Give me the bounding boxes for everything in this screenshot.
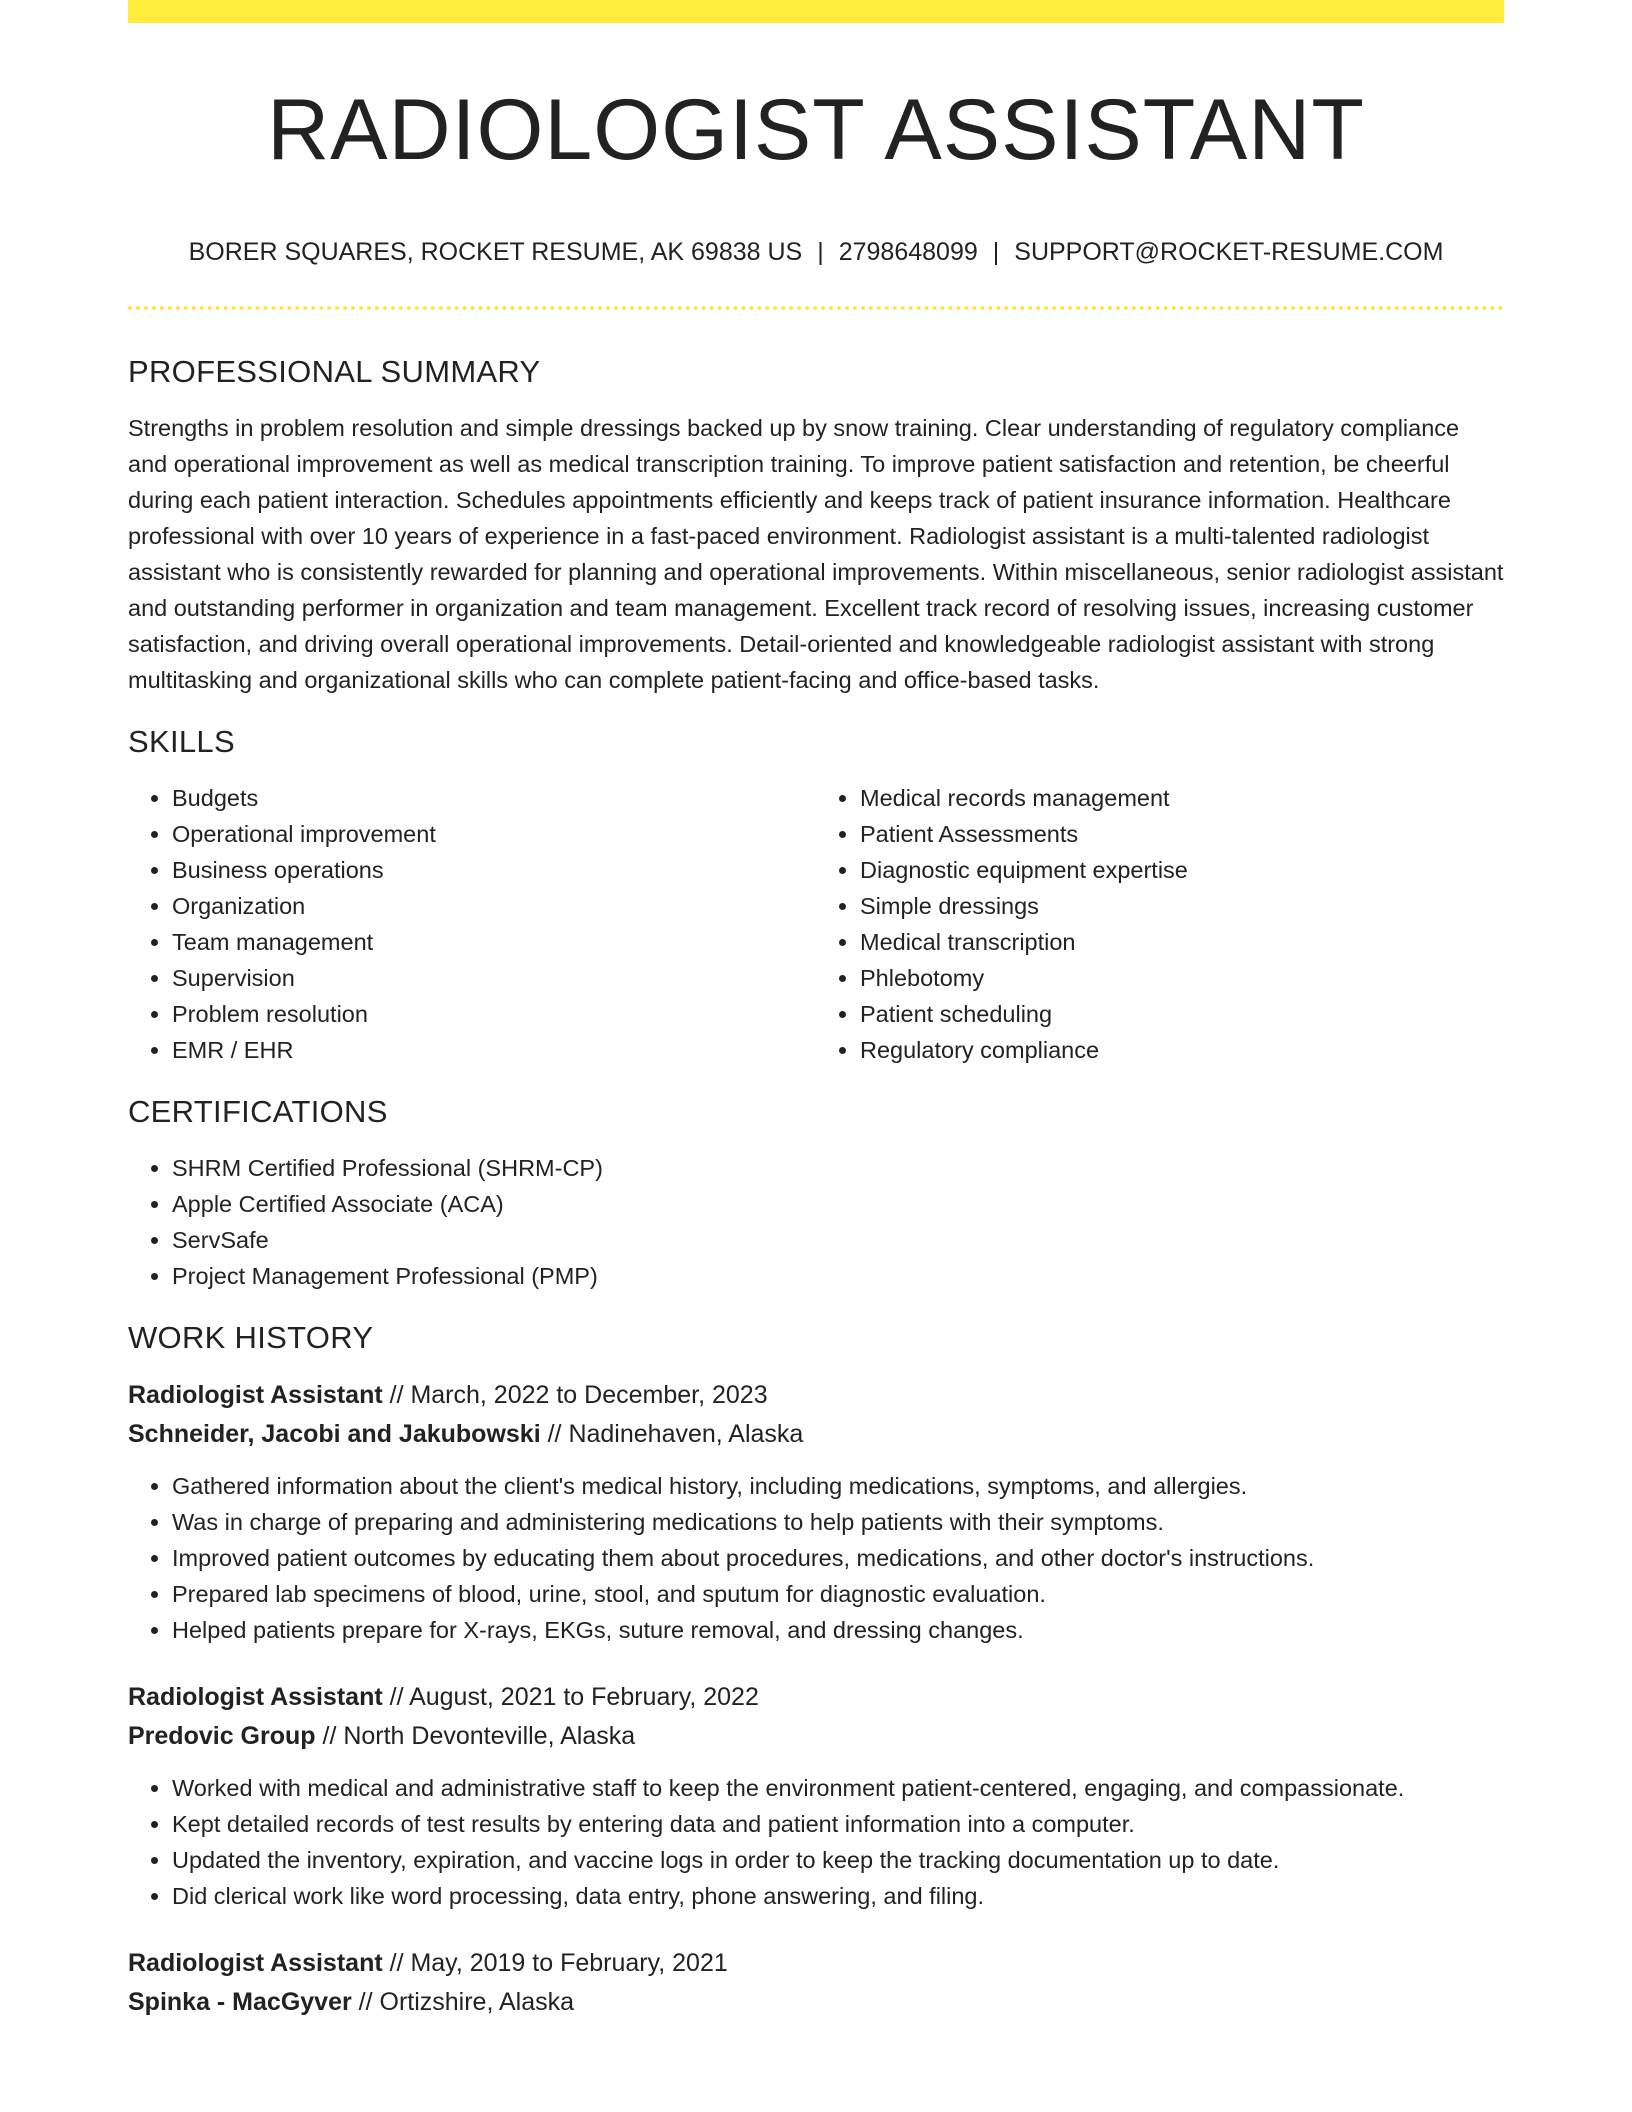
skill-item: • Business operations [172,852,816,888]
certification-item: • Apple Certified Associate (ACA) [172,1186,1504,1222]
skill-item: • Phlebotomy [860,960,1504,996]
job-duty-item: • Prepared lab specimens of blood, urine, stool, and sputum for diagnostic evaluation. [172,1576,1504,1612]
skill-item: • Organization [172,888,816,924]
summary-section [128,352,1504,698]
job-company: Spinka - MacGyver [128,1988,352,2016]
skill-item: • Budgets [172,780,816,816]
job-title-line [128,1376,1504,1415]
contact-separator: | [817,238,824,266]
job-location: // North Devonteville, Alaska [315,1722,636,1750]
job-company-line [128,1983,1504,2022]
job-dates: // March, 2022 to December, 2023 [382,1381,768,1409]
job-location: // Nadinehaven, Alaska [540,1420,804,1448]
certification-item: • Project Management Professional (PMP) [172,1258,1504,1294]
job-company: Predovic Group [128,1722,316,1750]
job-company: Schneider, Jacobi and Jakubowski [128,1420,541,1448]
contact-line [128,236,1504,268]
job-title-line [128,1944,1504,1983]
skills-list-right [816,780,1504,1068]
job-company-line [128,1717,1504,1756]
job-dates: // August, 2021 to February, 2022 [382,1683,759,1711]
skill-item: • Operational improvement [172,816,816,852]
summary-text: Strengths in problem resolution and simple dressings backed up by snow training. Clear understanding of regulatory compliance and operational improvement as well as medical transcription training. To improve patient satisfaction and retention, be cheerful during each patient interaction. Schedules appointments efficiently and keeps track of patient insurance information. Healthcare professional with over 10 years of experience in a fast-paced environment. Radiologist assistant is a multi-talented radiologist assistant who is consistently rewarded for planning and operational improvements. Within miscellaneous, senior radiologist assistant and outstanding performer in organization and team management. Excellent track record of resolving issues, increasing customer satisfaction, and driving overall operational improvements. Detail-oriented and knowledgeable radiologist assistant with strong multitasking and organizational skills who can complete patient-facing and office-based tasks. [128,415,1504,693]
job-duty-item: • Updated the inventory, expiration, and vaccine logs in order to keep the tracking documentation up to date. [172,1842,1504,1878]
job-duties-list [128,1770,1504,1914]
job-entry [128,1678,1504,1914]
skill-item: • Medical records management [860,780,1504,816]
job-duty-item: • Gathered information about the client's medical history, including medications, symptoms, and allergies. [172,1468,1504,1504]
certifications-section [128,1092,1504,1294]
job-duty-item: • Kept detailed records of test results by entering data and patient information into a computer. [172,1806,1504,1842]
skills-section [128,722,1504,1068]
job-title: Radiologist Assistant [128,1949,383,1977]
skill-item: • Regulatory compliance [860,1032,1504,1068]
job-duty-item: • Did clerical work like word processing, data entry, phone answering, and filing. [172,1878,1504,1914]
certifications-heading: CERTIFICATIONS [128,1094,388,1129]
skills-list-left [128,780,816,1068]
contact-address: BORER SQUARES, ROCKET RESUME, AK 69838 US [188,238,803,266]
job-duties-list [128,1468,1504,1648]
skill-item: • Medical transcription [860,924,1504,960]
contact-phone: 2798648099 [838,238,978,266]
job-title-line [128,1678,1504,1717]
job-duty-item: • Improved patient outcomes by educating them about procedures, medications, and other doctor's instructions. [172,1540,1504,1576]
job-entry [128,1944,1504,2022]
skill-item: • Problem resolution [172,996,816,1032]
job-title: Radiologist Assistant [128,1683,383,1711]
top-accent-bar [128,0,1504,23]
job-dates: // May, 2019 to February, 2021 [382,1949,728,1977]
certifications-list [128,1150,1504,1294]
job-duty-item: • Was in charge of preparing and administering medications to help patients with their symptoms. [172,1504,1504,1540]
skill-item: • Team management [172,924,816,960]
skill-item: • Patient scheduling [860,996,1504,1032]
contact-separator: | [992,238,1000,266]
skills-heading: SKILLS [128,724,235,759]
skill-item: • Patient Assessments [860,816,1504,852]
job-duty-item: • Worked with medical and administrative staff to keep the environment patient-centered, engaging, and compassionate. [172,1770,1504,1806]
job-entry [128,1376,1504,1648]
summary-heading: PROFESSIONAL SUMMARY [128,354,541,389]
job-title: Radiologist Assistant [128,1381,383,1409]
work-history-heading: WORK HISTORY [128,1320,374,1355]
resume-content [128,352,1504,2022]
job-list [128,1376,1504,2022]
job-company-line [128,1415,1504,1454]
skills-columns [128,780,1504,1068]
certification-item: • ServSafe [172,1222,1504,1258]
certification-item: • SHRM Certified Professional (SHRM-CP) [172,1150,1504,1186]
job-location: // Ortizshire, Alaska [351,1988,575,2016]
header-divider [128,306,1504,310]
work-history-section [128,1318,1504,2022]
skill-item: • Simple dressings [860,888,1504,924]
contact-email: SUPPORT@ROCKET-RESUME.COM [1014,238,1444,266]
skill-item: • EMR / EHR [172,1032,816,1068]
resume-name: RADIOLOGIST ASSISTANT [267,82,1365,178]
skill-item: • Supervision [172,960,816,996]
job-duty-item: • Helped patients prepare for X-rays, EKGs, suture removal, and dressing changes. [172,1612,1504,1648]
skill-item: • Diagnostic equipment expertise [860,852,1504,888]
